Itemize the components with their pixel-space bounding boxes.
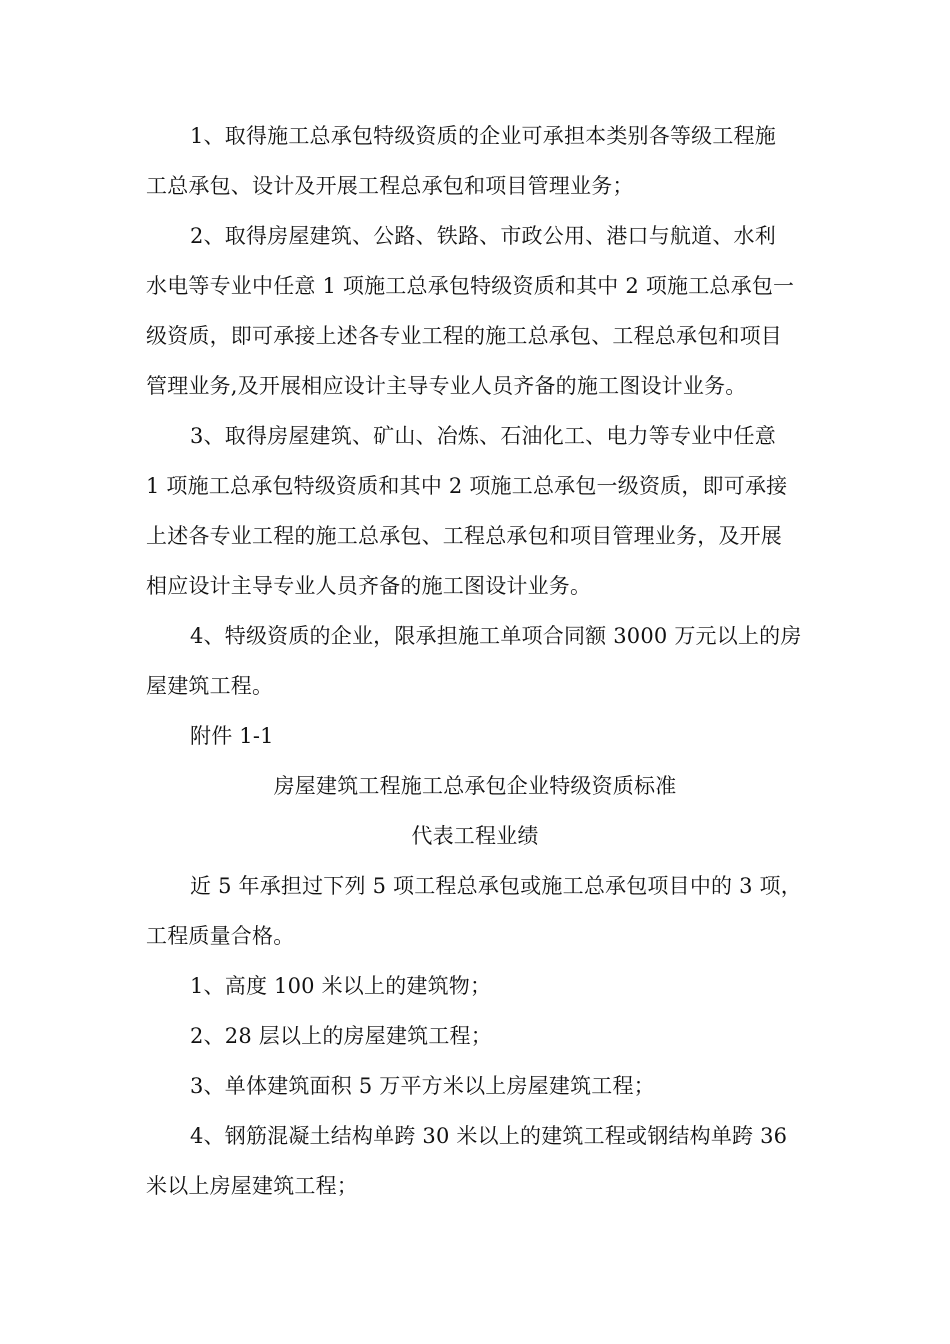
attachment-label: 附件 1-1 [190,724,274,748]
list-item: 3、单体建筑面积 5 万平方米以上房屋建筑工程； [190,1074,655,1098]
list-item: 4、钢筋混凝土结构单跨 30 米以上的建筑工程或钢结构单跨 36 [190,1124,788,1148]
paragraph-line: 级资质，即可承接上述各专业工程的施工总承包、工程总承包和项目 [146,324,782,348]
paragraph-line: 屋建筑工程。 [146,674,274,698]
paragraph-line: 2、取得房屋建筑、公路、铁路、市政公用、港口与航道、水利 [190,224,776,248]
paragraph-line: 管理业务,及开展相应设计主导专业人员齐备的施工图设计业务。 [146,374,747,398]
paragraph-line: 近 5 年承担过下列 5 项工程总承包或施工总承包项目中的 3 项， [190,874,802,898]
paragraph-line: 4、特级资质的企业，限承担施工单项合同额 3000 万元以上的房 [190,624,802,648]
list-item: 1、高度 100 米以上的建筑物； [190,974,492,998]
paragraph-line: 1 项施工总承包特级资质和其中 2 项施工总承包一级资质，即可承接 [146,474,788,498]
paragraph-line: 工程质量合格。 [146,924,295,948]
section-title: 房屋建筑工程施工总承包企业特级资质标准 [273,774,677,798]
paragraph-line: 水电等专业中任意 1 项施工总承包特级资质和其中 2 项施工总承包一 [146,274,795,298]
paragraph-line: 相应设计主导专业人员齐备的施工图设计业务。 [146,574,592,598]
paragraph-line: 1、取得施工总承包特级资质的企业可承担本类别各等级工程施 [190,124,776,148]
paragraph-line: 上述各专业工程的施工总承包、工程总承包和项目管理业务，及开展 [146,524,782,548]
list-item: 2、28 层以上的房屋建筑工程； [190,1024,492,1048]
section-subtitle: 代表工程业绩 [411,824,539,848]
paragraph-line: 3、取得房屋建筑、矿山、冶炼、石油化工、电力等专业中任意 [190,424,776,448]
paragraph-line: 工总承包、设计及开展工程总承包和项目管理业务； [146,174,634,198]
list-item-continuation: 米以上房屋建筑工程； [146,1174,358,1198]
